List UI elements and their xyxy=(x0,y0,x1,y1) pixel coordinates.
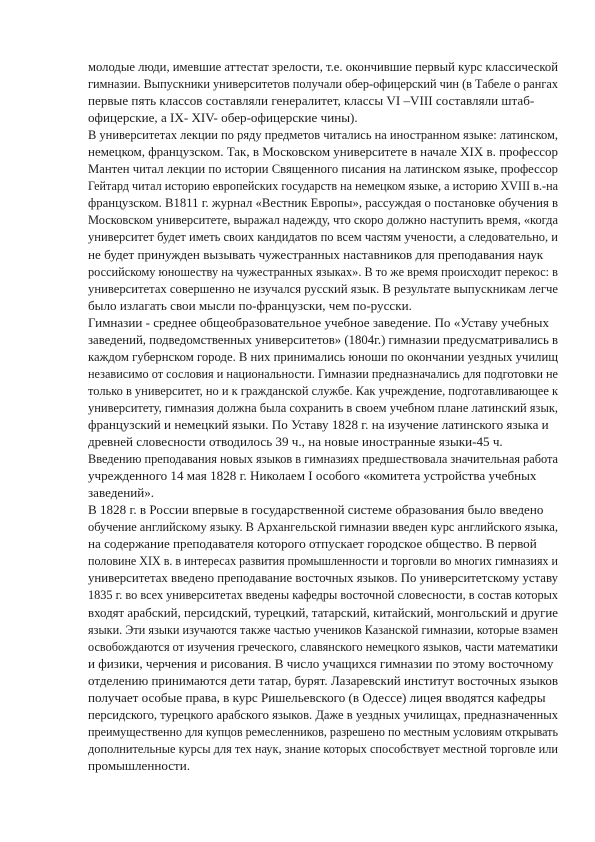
text-line: заведений, подведомственных университетов» (1804г.) гимназии предусматривались в xyxy=(88,331,558,347)
text-line: было излагать свои мысли по-французски, чем по-русски. xyxy=(88,297,412,313)
text-line: не будет принужден вызывать чужестранных наставников для преподавания наук xyxy=(88,246,544,262)
document-body xyxy=(88,58,558,774)
text-line: первые пять классов составляли генералитет, классы VI –VIII составляли штаб- xyxy=(88,93,535,109)
text-line: древней словесности отводилось 39 ч., на новые иностранные языки-45 ч. xyxy=(88,434,503,450)
text-line: на содержание преподавателя которого отпускает городское общество. В первой xyxy=(88,536,537,552)
text-line: университет будет иметь своих кандидатов по всем частям учености, а следовательно, и xyxy=(88,229,558,245)
text-line: 1835 г. во всех университетах введены кафедры восточной словесности, в состав которых xyxy=(88,587,558,603)
text-line: преимущественно для купцов ремесленников, разрешено по местным условиям открывать xyxy=(88,723,558,739)
text-line: обучение английскому языку. В Архангельской гимназии введен курс английского языка, xyxy=(88,519,558,535)
text-line: российскому юношеству на чужестранных языках». В то же время происходит перекос: в xyxy=(88,263,558,279)
text-line: получает особые права, в курс Ришельевского (в Одессе) лицея вводятся кафедры xyxy=(88,689,546,705)
paragraph xyxy=(88,126,558,314)
text-line: Московском университете, выражал надежду, что скоро должно наступить время, «когда xyxy=(88,212,558,228)
paragraph xyxy=(88,314,558,450)
document-page xyxy=(88,58,558,774)
text-line: Гейтард читал историю европейских государств на немецком языке, а историю XVIII в.-на xyxy=(88,178,558,194)
text-line: В 1828 г. в России впервые в государственной системе образования было введено xyxy=(88,502,544,518)
text-line: только в университет, но и к гражданской службе. Как учреждение, подготавливающее к xyxy=(88,382,558,398)
text-line: независимо от сословия и национальности. Гимназии предназначались для подготовки не xyxy=(88,365,558,381)
text-line: заведений». xyxy=(88,485,155,501)
text-line: входят арабский, персидский, турецкий, татарский, китайский, монгольский и другие xyxy=(88,604,558,620)
text-line: университету, гимназия должна была сохранить в своем учебном плане латинский язык, xyxy=(88,399,558,415)
text-line: отделению принимаются дети татар, бурят. Лазаревский институт восточных языков xyxy=(88,672,558,688)
text-line: освобождаются от изучения греческого, славянского немецкого языков, части математики xyxy=(88,638,558,654)
text-line: учрежденного 14 мая 1828 г. Николаем I особого «комитета устройства учебных xyxy=(88,468,537,484)
text-line: гимназии. Выпускники университетов получали обер-офицерский чин (в Табеле о рангах xyxy=(88,76,558,92)
text-line: французский и немецкий языки. По Уставу 1828 г. на изучение латинского языка и xyxy=(88,416,549,432)
text-line: В университетах лекции по ряду предметов читались на иностранном языке: латинском, xyxy=(88,127,558,143)
text-line: промышленности. xyxy=(88,757,191,773)
paragraph xyxy=(88,450,558,501)
paragraph xyxy=(88,58,558,126)
text-line: половине XIX в. в интересах развития промышленности и торговли во многих гимназиях и xyxy=(88,553,558,569)
text-line: языки. Эти языки изучаются также частью учеников Казанской гимназии, которые взамен xyxy=(88,621,558,637)
text-line: Мантен читал лекции по истории Священного писания на латинском языке, профессор xyxy=(88,161,558,177)
paragraph xyxy=(88,501,558,774)
text-line: офицерские, а IX- XIV- обер-офицерские чины). xyxy=(88,110,358,126)
text-line: молодые люди, имевшие аттестат зрелости, т.е. окончившие первый курс классической xyxy=(88,59,558,74)
text-line: немецком, французском. Так, в Московском университете в начале XIX в. профессор xyxy=(88,144,558,160)
text-line: дополнительные курсы для тех наук, знание которых способствует местной торговле или xyxy=(88,740,558,756)
text-line: Введению преподавания новых языков в гимназиях предшествовала значительная работа xyxy=(88,451,558,467)
text-line: университетах введено преподавание восточных языков. По университетскому уставу xyxy=(88,570,558,586)
text-line: персидского, турецкого арабского языков. Даже в уездных училищах, предназначенных xyxy=(88,706,558,722)
text-line: французском. В1811 г. журнал «Вестник Европы», рассуждая о постановке обучения в xyxy=(88,195,558,211)
text-line: и физики, черчения и рисования. В число учащихся гимназии по этому восточному xyxy=(88,655,554,671)
text-line: каждом губернском городе. В них принимались юноши по окончании уездных училищ xyxy=(88,348,558,364)
text-line: Гимназии - среднее общеобразовательное учебное заведение. По «Уставу учебных xyxy=(88,314,549,330)
text-line: университетах совершенно не изучался русский язык. В результате выпускникам легче xyxy=(88,280,558,296)
